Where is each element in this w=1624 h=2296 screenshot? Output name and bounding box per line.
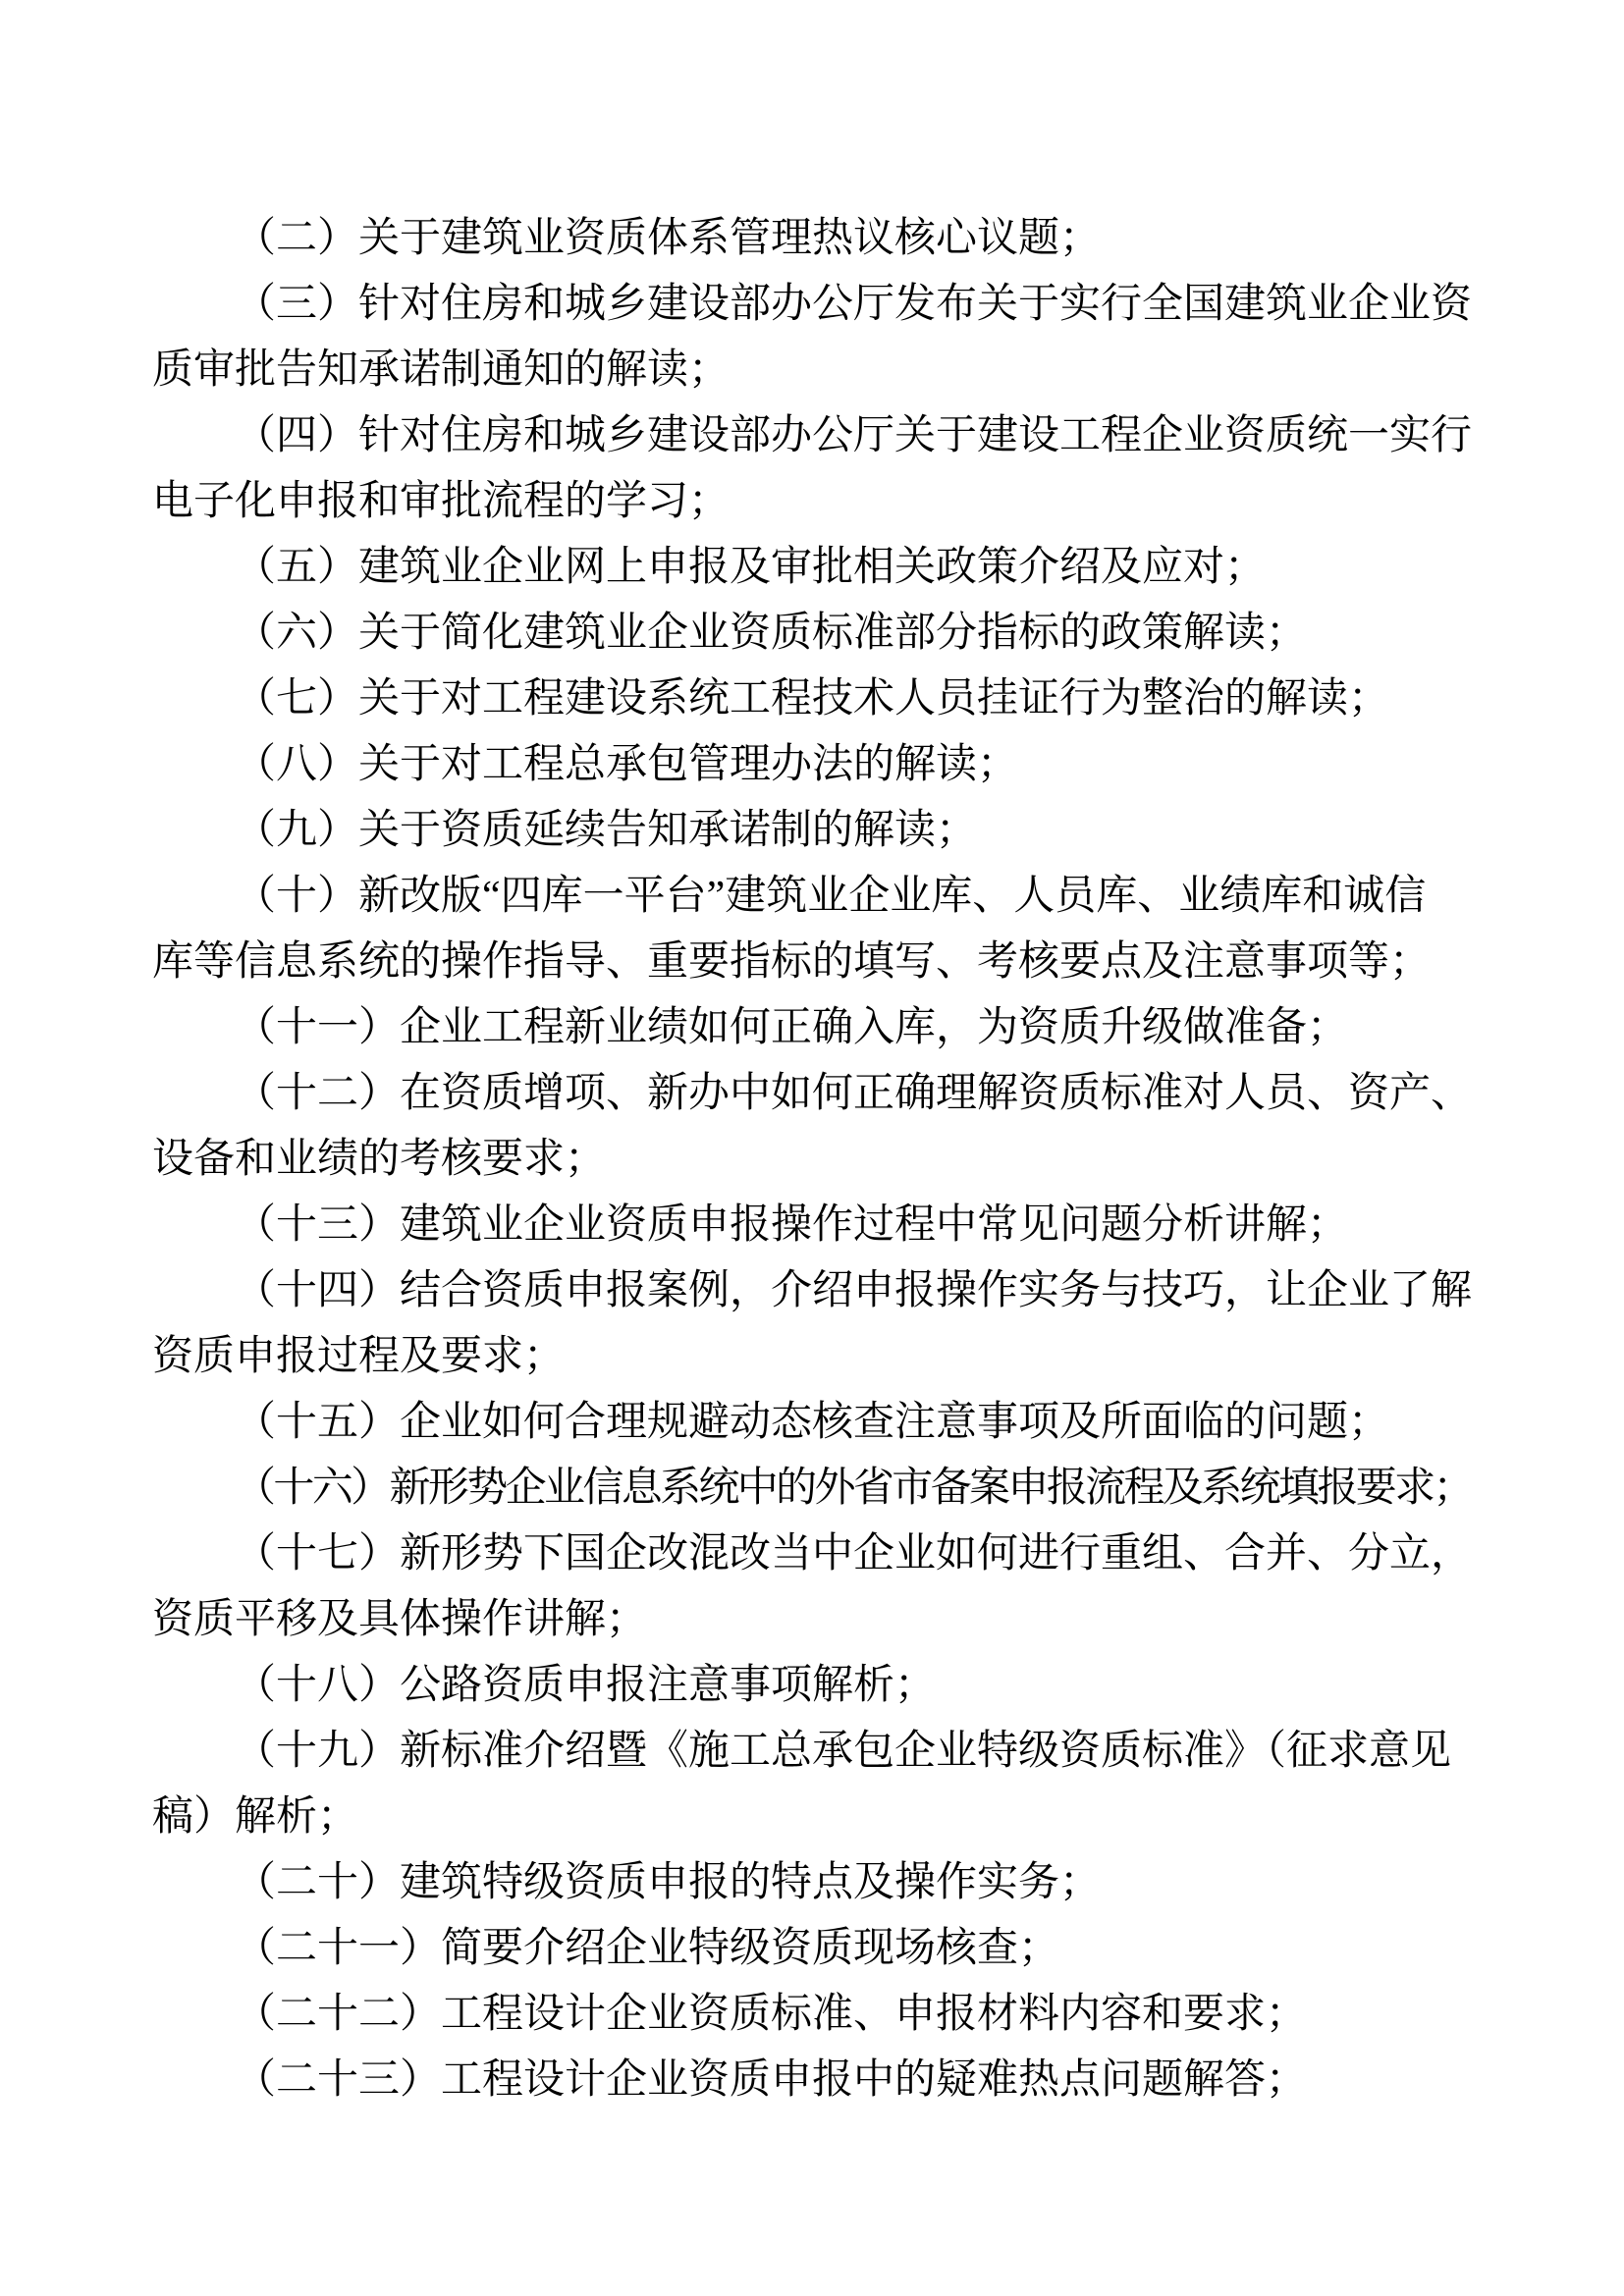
text-line: （十六）新形势企业信息系统中的外省市备案申报流程及系统填报要求； (235, 1466, 1472, 1511)
text-line: （十七）新形势下国企改混改当中企业如何进行重组、合并、分立， (235, 1531, 1473, 1576)
text-line: 资质申报过程及要求； (152, 1334, 566, 1379)
text-line: （十）新改版“四库一平台”建筑业企业库、人员库、业绩库和诚信 (235, 874, 1427, 919)
text-line: （九）关于资质延续告知承诺制的解读； (235, 808, 978, 853)
text-line: 质审批告知承诺制通知的解读； (152, 347, 731, 393)
text-line: 稿）解析； (152, 1794, 359, 1840)
list-item-18 (152, 1653, 1472, 1719)
list-item-10 (152, 864, 1472, 995)
text-line: （二十）建筑特级资质申报的特点及操作实务； (235, 1860, 1102, 1905)
text-line: 电子化申报和审批流程的学习； (152, 479, 731, 524)
list-item-14 (152, 1258, 1472, 1390)
list-item-6 (152, 601, 1472, 667)
document-body (152, 206, 1472, 2113)
list-item-9 (152, 798, 1472, 864)
list-item-13 (152, 1193, 1472, 1258)
text-line: 设备和业绩的考核要求； (152, 1137, 607, 1182)
list-item-21 (152, 1916, 1472, 1982)
list-item-4 (152, 403, 1472, 535)
text-line: （八）关于对工程总承包管理办法的解读； (235, 742, 1019, 787)
list-item-23 (152, 2048, 1472, 2113)
text-line: （十二）在资质增项、新办中如何正确理解资质标准对人员、资产、 (235, 1071, 1473, 1116)
text-line: （十八）公路资质申报注意事项解析； (235, 1663, 937, 1708)
text-line: （三）针对住房和城乡建设部办公厅发布关于实行全国建筑业企业资 (235, 282, 1473, 327)
list-item-8 (152, 732, 1472, 798)
list-item-3 (152, 272, 1472, 403)
text-line: （二）关于建筑业资质体系管理热议核心议题； (235, 216, 1102, 261)
list-item-2 (152, 206, 1472, 272)
list-item-12 (152, 1061, 1472, 1193)
text-line: （十四）结合资质申报案例，介绍申报操作实务与技巧，让企业了解 (235, 1268, 1473, 1313)
list-item-22 (152, 1982, 1472, 2048)
list-item-16 (152, 1456, 1472, 1522)
text-line: （二十三）工程设计企业资质申报中的疑难热点问题解答； (235, 2057, 1308, 2103)
list-item-19 (152, 1719, 1472, 1850)
text-line: （二十一）简要介绍企业特级资质现场核查； (235, 1926, 1060, 1971)
text-line: （十三）建筑业企业资质申报操作过程中常见问题分析讲解； (235, 1202, 1349, 1248)
text-line: （十一）企业工程新业绩如何正确入库，为资质升级做准备； (235, 1005, 1349, 1050)
list-item-17 (152, 1522, 1472, 1653)
text-line: 资质平移及具体操作讲解； (152, 1597, 648, 1642)
text-line: （六）关于简化建筑业企业资质标准部分指标的政策解读； (235, 611, 1308, 656)
list-item-11 (152, 995, 1472, 1061)
list-item-20 (152, 1850, 1472, 1916)
text-line: （二十二）工程设计企业资质标准、申报材料内容和要求； (235, 1992, 1308, 2037)
text-line: （十五）企业如何合理规避动态核查注意事项及所面临的问题； (235, 1400, 1390, 1445)
list-item-7 (152, 667, 1472, 732)
text-line: 库等信息系统的操作指导、重要指标的填写、考核要点及注意事项等； (152, 939, 1432, 985)
text-line: （七）关于对工程建设系统工程技术人员挂证行为整治的解读； (235, 676, 1390, 721)
text-line: （四）针对住房和城乡建设部办公厅关于建设工程企业资质统一实行 (235, 413, 1473, 458)
list-item-5 (152, 535, 1472, 601)
list-item-15 (152, 1390, 1472, 1456)
text-line: （五）建筑业企业网上申报及审批相关政策介绍及应对； (235, 545, 1267, 590)
text-line: （十九）新标准介绍暨《施工总承包企业特级资质标准》（征求意见 (235, 1729, 1452, 1774)
